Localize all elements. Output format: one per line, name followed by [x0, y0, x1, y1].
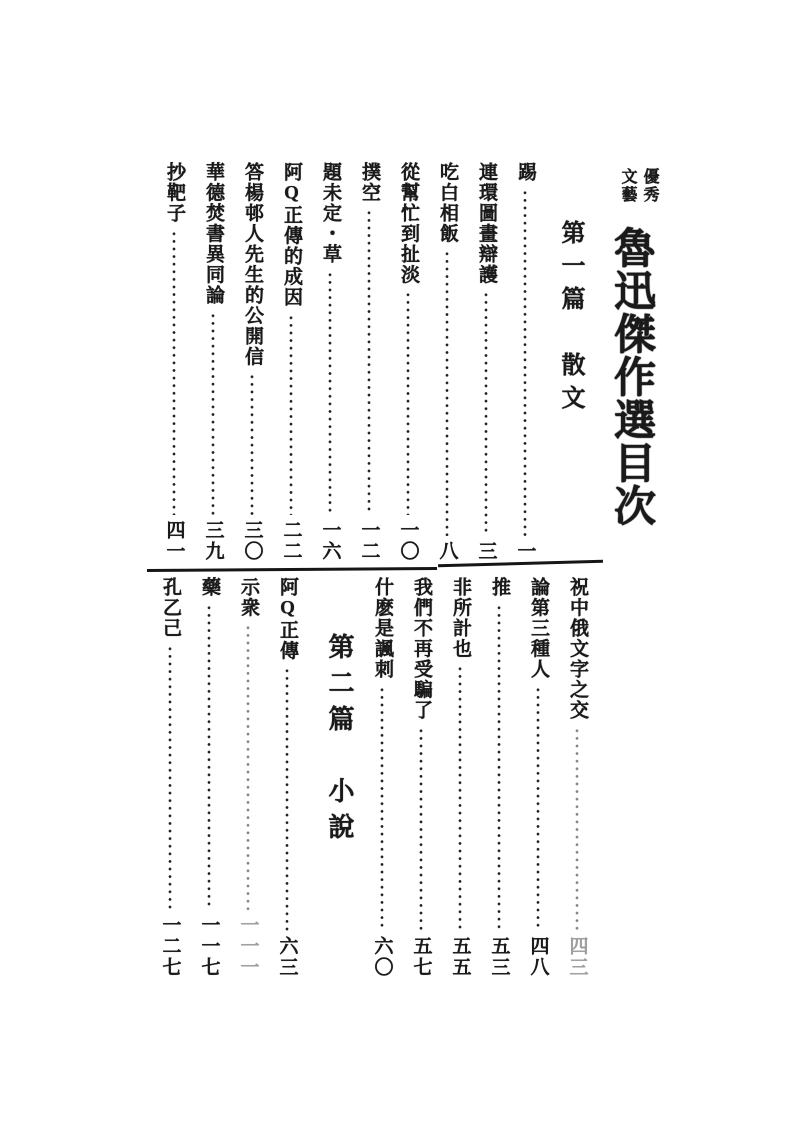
entry-title: 什麽是諷刺 [371, 577, 393, 680]
section-header: 第一篇 散文 [557, 220, 583, 418]
dot-leader [497, 604, 501, 932]
entry-page-number: 五五 [449, 936, 471, 978]
dot-leader [406, 291, 410, 515]
toc-entry [189, 577, 228, 978]
toc-entry [193, 162, 232, 562]
toc-entry [466, 162, 505, 562]
entry-title: 吃白相飯 [436, 162, 458, 244]
toc-part-2 [149, 577, 596, 978]
toc-entry [150, 577, 189, 978]
entry-page-number: 三〇 [241, 520, 263, 562]
section-divider-rule [147, 567, 437, 572]
dot-leader [246, 624, 250, 910]
entry-title: 華德焚書異同論 [202, 162, 224, 306]
toc-entry [440, 577, 479, 978]
toc-entry [401, 577, 440, 978]
entry-title: 祝中俄文字之交 [566, 577, 588, 721]
entry-title: 撲空 [358, 162, 380, 203]
entry-title: 從幫忙到扯淡 [397, 162, 419, 285]
entry-page-number: 三九 [202, 520, 224, 562]
entry-page-number: 二二 [280, 520, 302, 562]
toc-entry [362, 577, 401, 978]
toc-entry [267, 577, 306, 978]
entry-page-number: 三 [475, 541, 497, 562]
entry-page-number: 一二七 [159, 915, 181, 978]
entry-title: 非所計也 [449, 577, 471, 659]
dot-leader [211, 312, 215, 516]
entry-page-number: 一一一 [237, 915, 259, 978]
entry-title: 孔乙己 [159, 577, 181, 639]
section-header: 第二篇 小說 [325, 633, 354, 849]
entry-title: 我們不再受騙了 [410, 577, 432, 721]
dot-leader [380, 686, 384, 932]
toc-entry [310, 162, 349, 562]
entry-title: 論第三種人 [527, 577, 549, 680]
entry-page-number: 一六 [319, 520, 341, 562]
toc-entry [349, 162, 388, 562]
entry-title: 題未定・草 [319, 162, 341, 265]
entry-page-number: 一〇 [397, 520, 419, 562]
dot-leader [172, 230, 176, 516]
entry-page-number: 一二 [358, 520, 380, 562]
entry-title: 答楊邨人先生的公開信 [241, 162, 263, 367]
dot-leader [536, 686, 540, 932]
entry-title: 阿Q正傳的成因 [280, 162, 302, 308]
entry-page-number: 一 [514, 541, 536, 562]
dot-leader [419, 727, 423, 932]
entry-page-number: 六三 [276, 936, 298, 978]
dot-leader [289, 314, 293, 516]
entry-title: 推 [488, 577, 510, 598]
toc-entry [557, 577, 596, 978]
entry-page-number: 四一 [163, 520, 185, 562]
toc-entry [271, 162, 310, 562]
dot-leader [458, 665, 462, 931]
entry-page-number: 四三 [566, 936, 588, 978]
entry-page-number: 四八 [527, 936, 549, 978]
entry-page-number: 八 [436, 541, 458, 562]
toc-entry [518, 577, 557, 978]
toc-entry [479, 577, 518, 978]
entry-title: 藥 [198, 577, 220, 598]
toc-part-1 [152, 162, 592, 562]
entry-page-number: 六〇 [371, 936, 393, 978]
toc-entry [505, 162, 544, 562]
dot-leader [367, 209, 371, 515]
dot-leader [445, 250, 449, 536]
entry-title: 抄靶子 [163, 162, 185, 224]
toc-entry [427, 162, 466, 562]
dot-leader [575, 727, 579, 932]
dot-leader [328, 271, 332, 516]
toc-entry [388, 162, 427, 562]
dot-leader [250, 373, 254, 515]
dot-leader [207, 604, 211, 911]
toc-entry [232, 162, 271, 562]
book-title: 魯迅傑作選目次 [608, 226, 654, 527]
entry-page-number: 一一七 [198, 915, 220, 978]
dot-leader [168, 645, 172, 911]
dot-leader [285, 667, 289, 931]
entry-page-number: 五三 [488, 936, 510, 978]
entry-title: 連環圖畫辯護 [475, 162, 497, 285]
entry-title: 示衆 [237, 577, 259, 618]
entry-title: 踢 [514, 162, 536, 183]
dot-leader [484, 291, 488, 536]
toc-entry [154, 162, 193, 562]
toc-entry [228, 577, 267, 978]
dot-leader [523, 189, 527, 537]
series-label: 優秀文藝 [619, 168, 658, 204]
entry-title: 阿Q正傳 [276, 577, 298, 661]
entry-page-number: 五七 [410, 936, 432, 978]
